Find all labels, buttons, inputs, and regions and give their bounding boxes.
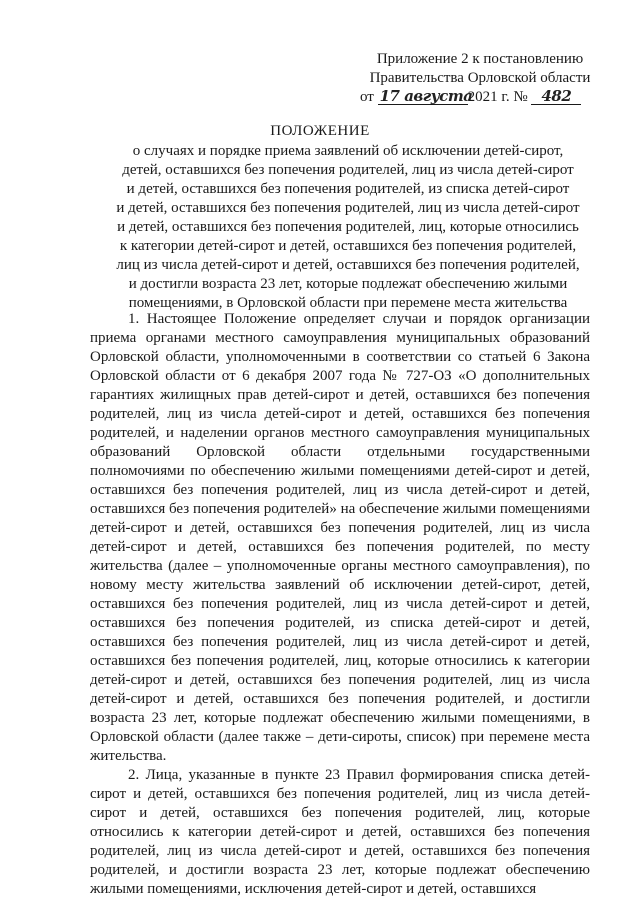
subtitle-line: к категории детей-сирот и детей, оставшихся без попечения родителей, xyxy=(119,238,577,254)
document-title: ПОЛОЖЕНИЕ xyxy=(270,123,370,139)
document-body xyxy=(90,310,590,899)
handwritten-number: 482 xyxy=(531,89,581,105)
subtitle-line: и детей, оставшихся без попечения родителей, лиц из числа детей-сирот xyxy=(116,200,580,216)
paragraph-2: 2. Лица, указанные в пункте 23 Правил формирования списка детей-сирот и детей, оставшихся без попечения родителей, лиц из числа детей-сирот и детей, оставшихся без попечения родителей, лиц, которые относились к категории детей-сирот и детей, оставшихся без попечения родителей, лиц из числа детей-сирот и детей, оставшихся без попечения родителей, и достигли возраста 23 лет, которые подлежат обеспечению жилыми помещениями, исключения детей-сирот и детей, оставшихся xyxy=(90,767,590,897)
subtitle-line: и достигли возраста 23 лет, которые подлежат обеспечению жилыми xyxy=(128,276,568,292)
appendix-date-line xyxy=(360,88,600,107)
subtitle-line: и детей, оставшихся без попечения родителей, лиц, которые относились xyxy=(117,219,579,235)
document-subtitle xyxy=(108,142,588,313)
handwritten-date: 17 августа xyxy=(379,87,473,105)
appendix-header xyxy=(360,50,600,107)
subtitle-line: и детей, оставшихся без попечения родителей, из списка детей-сирот xyxy=(126,181,570,197)
subtitle-line: помещениями, в Орловской области при перемене места жительства xyxy=(128,295,568,311)
date-year: 2021 г. № xyxy=(467,89,528,105)
subtitle-line: лиц из числа детей-сирот и детей, оставшихся без попечения родителей, xyxy=(116,257,580,273)
subtitle-line: о случаях и порядке приема заявлений об исключении детей-сирот, xyxy=(132,143,564,159)
date-prefix: от xyxy=(360,89,374,105)
subtitle-line: детей, оставшихся без попечения родителей, лиц из числа детей-сирот xyxy=(122,162,574,178)
paragraph-1: 1. Настоящее Положение определяет случаи и порядок организации приема органами местного самоуправления муниципальных образований Орловской области, уполномоченными в соответствии со статьей 6 Закона Орловской области от 6 декабря 2007 года № 727-ОЗ «О дополнительных гарантиях жилищных прав детей-сирот и детей, оставшихся без попечения родителей, лиц из числа детей-сирот и детей, оставшихся без попечения родителей, и наделении органов местного самоуправления муниципальных образований Орловской области отдельными государственными полномочиями по обеспечению жилыми помещениями детей-сирот и детей, оставшихся без попечения родителей, лиц из числа детей-сирот и детей, оставшихся без попечения родителей» на обеспечение жилыми помещениями детей-сирот и детей, оставшихся без попечения родителей, лиц из числа детей-сирот и детей, оставшихся без попечения родителей, по месту жительства (далее – уполномоченные органы местного самоуправления), по новому месту жительства заявлений об исключении детей-сирот, детей, оставшихся без попечения родителей, лиц из числа детей-сирот и детей, оставшихся без попечения родителей, из списка детей-сирот и детей, оставшихся без попечения родителей, лиц из числа детей-сирот и детей, оставшихся без попечения родителей, лиц, которые относились к категории детей-сирот и детей, оставшихся без попечения родителей, лиц из числа детей-сирот и детей, оставшихся без попечения родителей, и достигли возраста 23 лет, которые подлежат обеспечению жилыми помещениями, в Орловской области (далее также – дети-сироты, список) при перемене места жительства. xyxy=(90,311,590,764)
appendix-line-2: Правительства Орловской области xyxy=(369,70,591,86)
appendix-line-1: Приложение 2 к постановлению xyxy=(376,51,584,67)
